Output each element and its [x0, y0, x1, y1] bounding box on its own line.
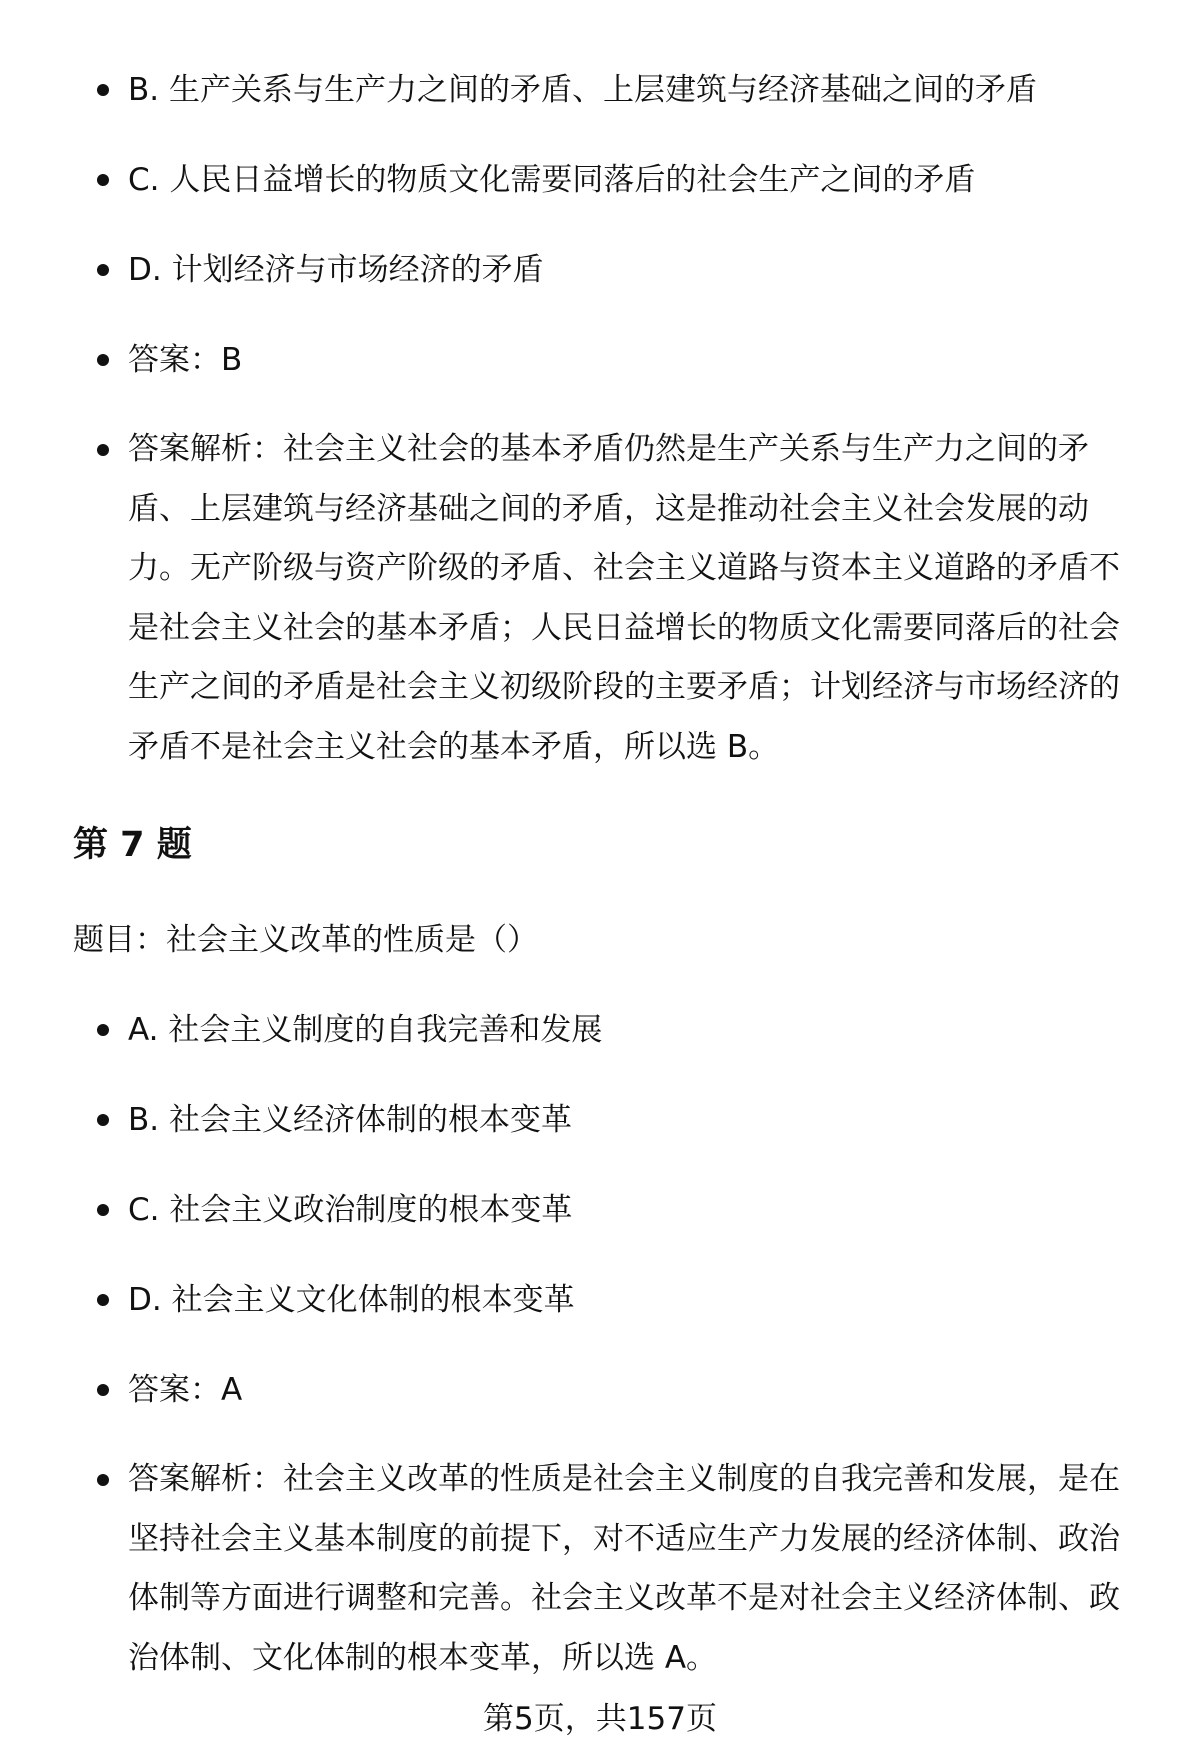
option-c	[0, 1180, 1200, 1240]
question-7-heading: 第 7 题	[73, 825, 192, 865]
question-7-list	[0, 1000, 1200, 1688]
option-text: D. 社会主义文化体制的根本变革	[128, 1282, 575, 1318]
page-number: 第5页，共157页	[483, 1701, 717, 1737]
option-text: B. 社会主义经济体制的根本变革	[128, 1102, 572, 1138]
option-a	[0, 1000, 1200, 1060]
answer	[0, 1360, 1200, 1420]
bullet-icon	[97, 84, 109, 96]
bullet-icon	[97, 1474, 109, 1486]
bullet-icon	[97, 1024, 109, 1036]
answer	[0, 330, 1200, 390]
question-6-list	[0, 60, 1200, 777]
explanation-text: 答案解析：社会主义社会的基本矛盾仍然是生产关系与生产力之间的矛盾、上层建筑与经济基础之间的矛盾，这是推动社会主义社会发展的动力。无产阶级与资产阶级的矛盾、社会主义道路与资本主义道路的矛盾不是社会主义社会的基本矛盾；人民日益增长的物质文化需要同落后的社会生产之间的矛盾是社会主义初级阶段的主要矛盾；计划经济与市场经济的矛盾不是社会主义社会的基本矛盾，所以选 B。	[128, 431, 1120, 765]
bullet-icon	[97, 354, 109, 366]
option-text: A. 社会主义制度的自我完善和发展	[128, 1012, 603, 1048]
option-d	[0, 240, 1200, 300]
answer-explanation	[0, 1450, 1200, 1688]
bullet-icon	[97, 1384, 109, 1396]
bullet-icon	[97, 444, 109, 456]
option-d	[0, 1270, 1200, 1330]
option-b	[0, 60, 1200, 120]
bullet-icon	[97, 264, 109, 276]
bullet-icon	[97, 1294, 109, 1306]
answer-explanation	[0, 420, 1200, 777]
answer-text: 答案：B	[128, 342, 243, 378]
option-b	[0, 1090, 1200, 1150]
option-text: D. 计划经济与市场经济的矛盾	[128, 252, 544, 288]
option-text: C. 人民日益增长的物质文化需要同落后的社会生产之间的矛盾	[128, 162, 976, 198]
bullet-icon	[97, 1114, 109, 1126]
question-7-prompt: 题目：社会主义改革的性质是（）	[73, 922, 538, 958]
option-text: C. 社会主义政治制度的根本变革	[128, 1192, 573, 1228]
bullet-icon	[97, 174, 109, 186]
bullet-icon	[97, 1204, 109, 1216]
answer-text: 答案：A	[128, 1372, 243, 1408]
explanation-text: 答案解析：社会主义改革的性质是社会主义制度的自我完善和发展，是在坚持社会主义基本制度的前提下，对不适应生产力发展的经济体制、政治体制等方面进行调整和完善。社会主义改革不是对社会主义经济体制、政治体制、文化体制的根本变革，所以选 A。	[128, 1461, 1120, 1676]
option-text: B. 生产关系与生产力之间的矛盾、上层建筑与经济基础之间的矛盾	[128, 72, 1037, 108]
option-c	[0, 150, 1200, 210]
